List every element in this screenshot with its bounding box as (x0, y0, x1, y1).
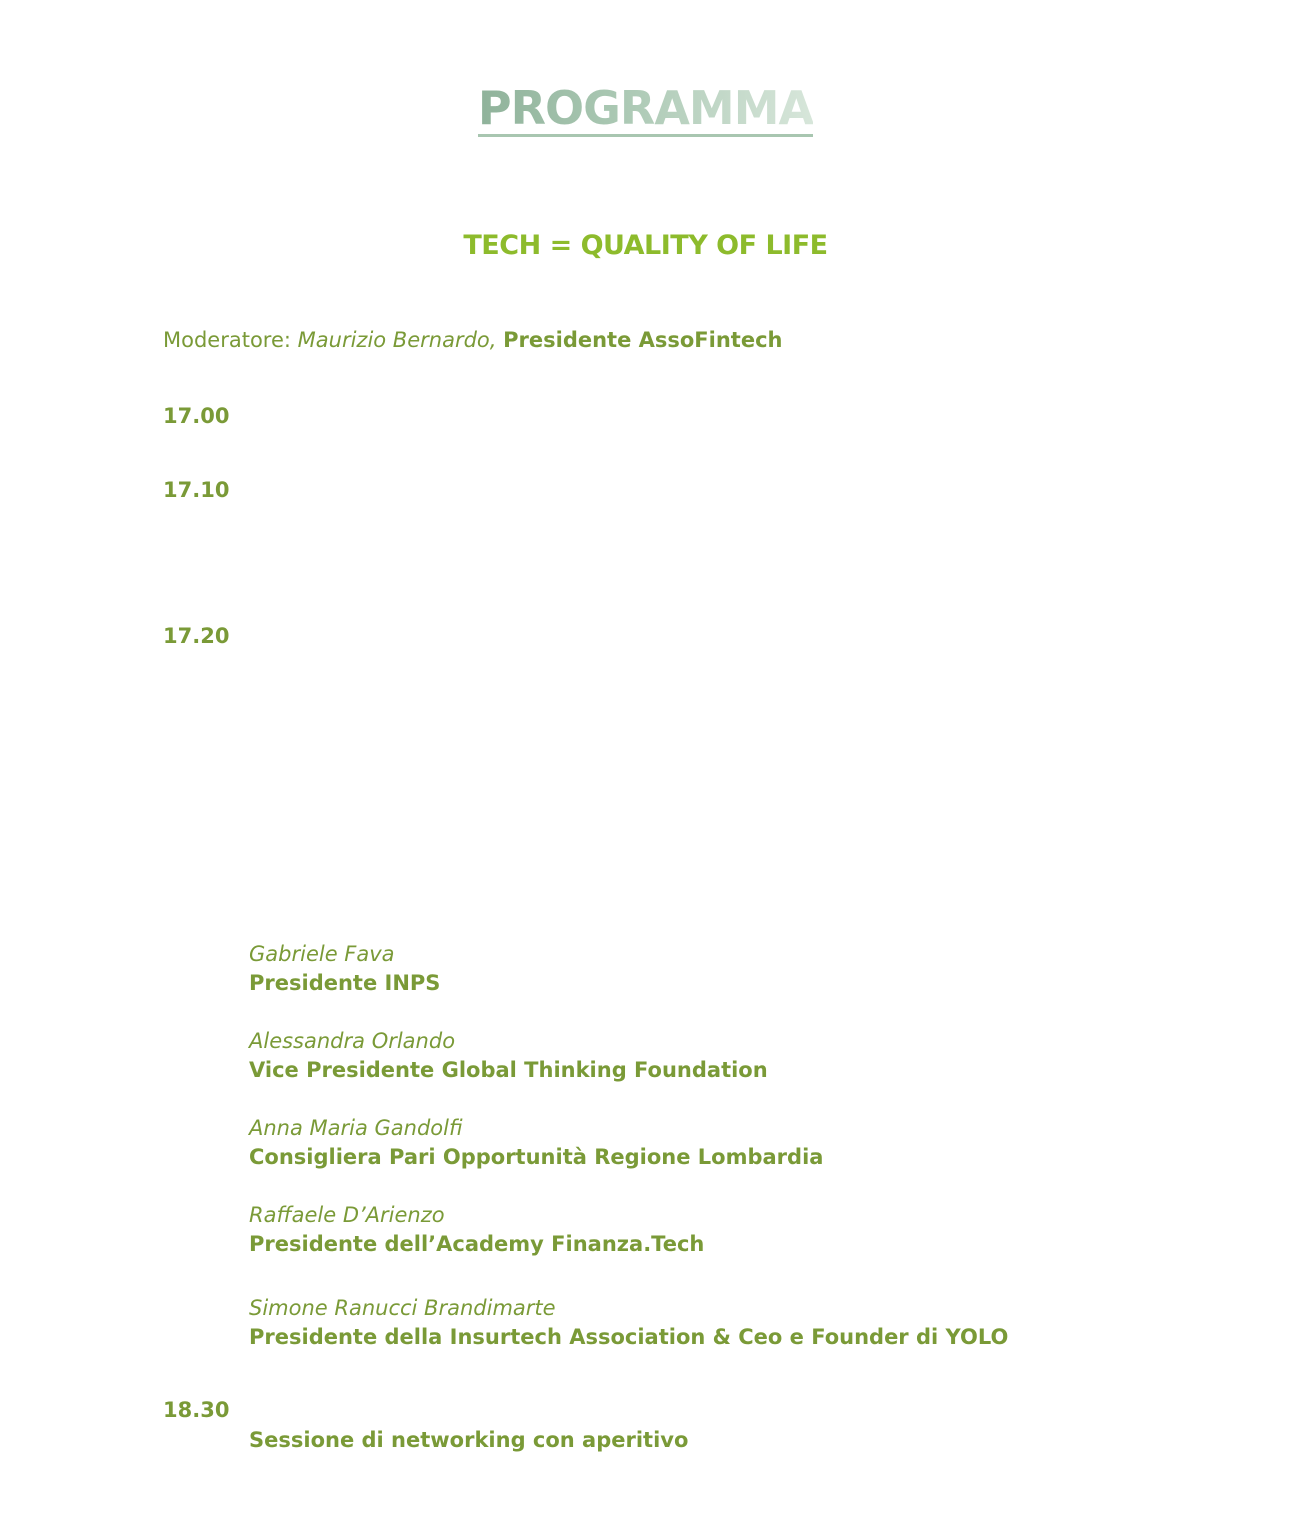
speaker-entry (249, 1027, 1249, 1085)
speaker-name: Anna Maria Gandolfi (249, 1116, 463, 1140)
moderator-line (163, 328, 782, 352)
speaker-entry (249, 1114, 1249, 1172)
page-title-text: PROGRAMMA (477, 81, 814, 135)
time-slot-1830: 18.30 (163, 1398, 230, 1422)
time-slot-1700: 17.00 (163, 404, 230, 428)
speaker-name: Simone Ranucci Brandimarte (249, 1296, 556, 1320)
speaker-entry (249, 940, 1249, 998)
moderator-name: Maurizio Bernardo, (297, 328, 497, 352)
speaker-role: Vice Presidente Global Thinking Foundation (249, 1058, 768, 1082)
moderator-label: Moderatore: (163, 328, 291, 352)
networking-session: Sessione di networking con aperitivo (249, 1428, 689, 1452)
moderator-role: Presidente AssoFintech (503, 328, 783, 352)
speaker-entry (249, 1294, 1249, 1352)
speaker-role: Consigliera Pari Opportunità Regione Lombardia (249, 1145, 824, 1169)
speaker-role: Presidente della Insurtech Association & Ceo e Founder di YOLO (249, 1325, 1009, 1349)
time-slot-1720: 17.20 (163, 624, 230, 648)
time-slot-1710: 17.10 (163, 478, 230, 502)
speaker-entry (249, 1201, 1249, 1259)
page-title (0, 78, 1291, 138)
speaker-role: Presidente INPS (249, 971, 441, 995)
speaker-name: Alessandra Orlando (249, 1029, 456, 1053)
section-title: TECH = QUALITY OF LIFE (463, 230, 828, 261)
speaker-name: Gabriele Fava (249, 942, 395, 966)
speaker-role: Presidente dell’Academy Finanza.Tech (249, 1232, 705, 1256)
speaker-name: Raffaele D’Arienzo (249, 1203, 445, 1227)
